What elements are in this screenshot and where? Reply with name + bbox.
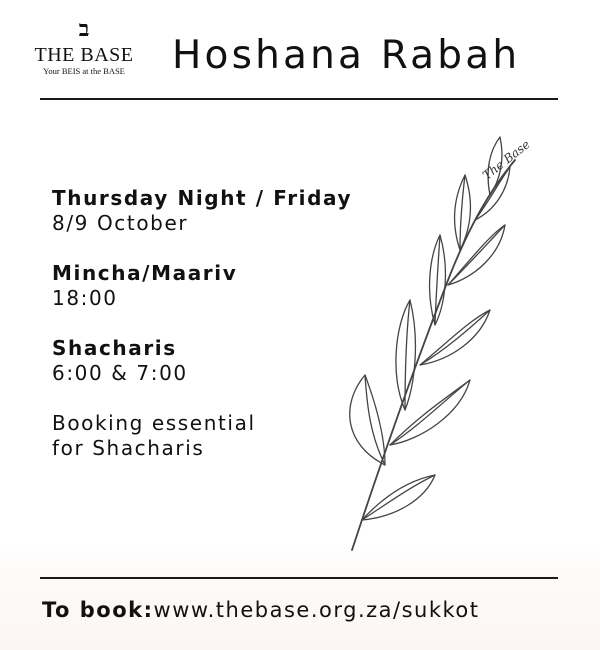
- brand-name: THE BASE: [34, 44, 134, 66]
- booking-note: Booking essential for Shacharis: [52, 411, 256, 460]
- brand-tagline: Your BEIS at the BASE: [43, 66, 125, 76]
- sprig-signature: The Base: [479, 137, 533, 183]
- bottom-divider: [40, 577, 558, 579]
- willow-branch-icon: [340, 125, 560, 560]
- schedule-detail: 6:00 & 7:00: [52, 361, 188, 385]
- schedule-heading: Shacharis: [52, 336, 177, 360]
- brand-glyph: ב: [78, 16, 90, 42]
- brand-logo[interactable]: [30, 18, 138, 76]
- footer-label: To book:: [42, 598, 154, 622]
- booking-link[interactable]: www.thebase.org.za/sukkot: [153, 598, 480, 622]
- schedule-detail: 18:00: [52, 286, 118, 310]
- schedule-heading: Thursday Night / Friday: [52, 186, 353, 210]
- top-divider: [40, 98, 558, 100]
- schedule-detail: 8/9 October: [52, 211, 189, 235]
- booking-footer: [42, 596, 480, 624]
- schedule-heading: Mincha/Maariv: [52, 261, 238, 285]
- page-title: Hoshana Rabah: [172, 33, 521, 78]
